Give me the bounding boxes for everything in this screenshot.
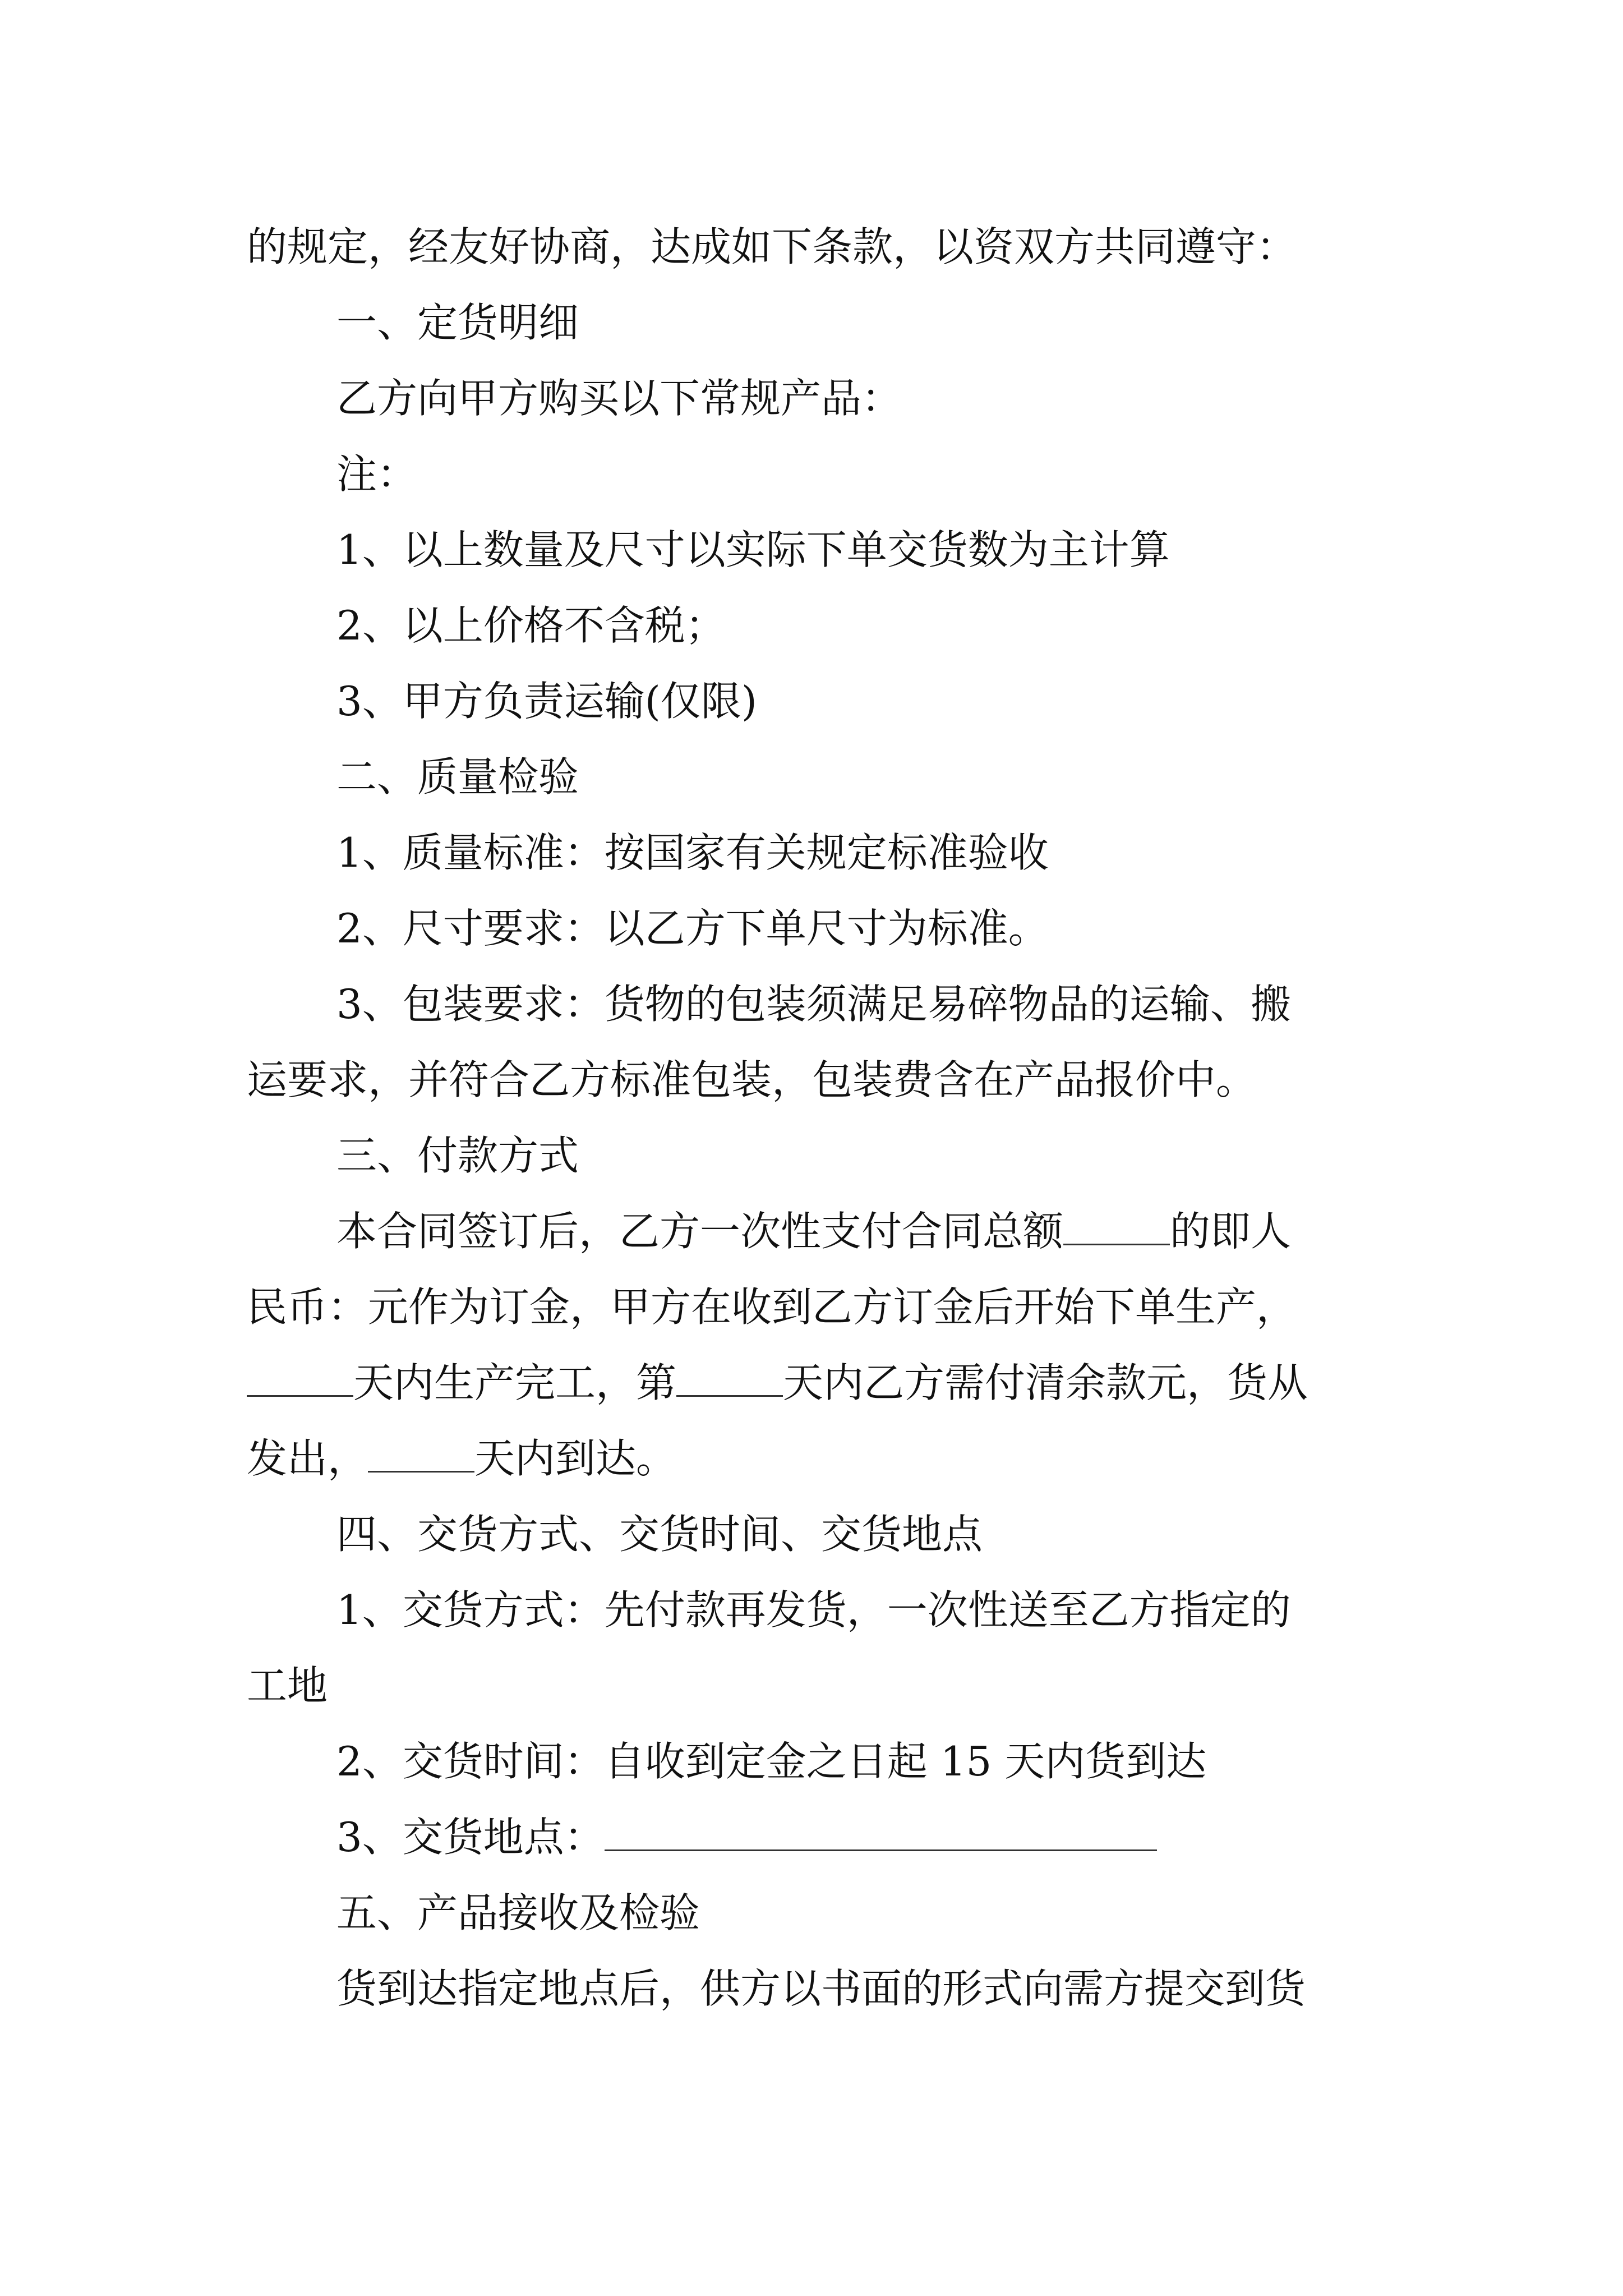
text-span: 1、以上数量及尺寸以实际下单交货数为主计算: [336, 526, 1170, 573]
text-span: 3、包装要求：货物的包装须满足易碎物品的运输、搬: [336, 981, 1291, 1028]
text-span: 2、尺寸要求：以乙方下单尺寸为标准。: [336, 905, 1049, 952]
text-line: [336, 1203, 1291, 1259]
text-span: 三、付款方式: [336, 1132, 579, 1179]
section-heading: [336, 295, 579, 351]
text-span: 1、质量标准：按国家有关规定标准验收: [336, 829, 1049, 876]
section-heading: [336, 1128, 579, 1184]
text-line: [336, 597, 726, 654]
text-line: [336, 976, 1291, 1032]
text-span: 的即人: [1170, 1208, 1292, 1255]
text-span: 的规定，经友好协商，达成如下条款，以资双方共同遵守：: [247, 223, 1297, 270]
section-heading: [336, 1885, 700, 1941]
text-span: 3、甲方负责运输(仅限): [336, 678, 757, 725]
text-line: [336, 1582, 1291, 1638]
text-line: [247, 1658, 328, 1714]
text-line: [247, 219, 1297, 275]
fill-in-blank: [247, 1356, 353, 1397]
text-line: [247, 1279, 1297, 1335]
text-span: 二、质量检验: [336, 753, 579, 800]
fill-in-blank: [1063, 1204, 1170, 1245]
text-line: [336, 900, 1049, 956]
text-span: 五、产品接收及检验: [336, 1889, 700, 1936]
text-span: 天内乙方需付清余款元，货从: [783, 1359, 1308, 1406]
section-heading: [336, 1506, 983, 1562]
text-line: [336, 370, 902, 426]
text-line: [247, 1355, 1308, 1411]
text-span: 工地: [247, 1662, 328, 1709]
text-span: 天内生产完工，第: [353, 1359, 677, 1406]
text-span: 2、交货时间：自收到定金之日起 15 天内货到达: [336, 1738, 1207, 1785]
text-line: [336, 1809, 1157, 1865]
text-span: 天内到达。: [474, 1435, 677, 1482]
text-line: [336, 673, 757, 729]
text-span: 货到达指定地点后，供方以书面的形式向需方提交到货: [336, 1965, 1306, 2012]
text-line: [336, 522, 1170, 578]
text-span: 3、交货地点：: [336, 1814, 605, 1861]
fill-in-blank: [605, 1810, 1157, 1851]
text-span: 1、交货方式：先付款再发货，一次性送至乙方指定的: [336, 1586, 1291, 1634]
text-span: 2、以上价格不含税；: [336, 602, 726, 649]
section-heading: [336, 749, 579, 805]
text-span: 乙方向甲方购买以下常规产品：: [336, 375, 902, 422]
text-span: 民币：元作为订金，甲方在收到乙方订金后开始下单生产，: [247, 1283, 1297, 1331]
text-line: [247, 1052, 1256, 1108]
text-line: [247, 1430, 676, 1487]
text-span: 本合同签订后，乙方一次性支付合同总额: [336, 1208, 1064, 1255]
text-span: 运要求，并符合乙方标准包装，包装费含在产品报价中。: [247, 1056, 1257, 1103]
text-line: [336, 1961, 1306, 2017]
text-span: 注：: [336, 450, 418, 498]
text-line: [336, 825, 1049, 881]
text-span: 一、定货明细: [336, 299, 579, 346]
text-line: [336, 1733, 1206, 1789]
fill-in-blank: [676, 1356, 783, 1397]
text-span: 四、交货方式、交货时间、交货地点: [336, 1511, 983, 1558]
fill-in-blank: [368, 1432, 474, 1473]
text-span: 发出，: [247, 1435, 368, 1482]
text-line: [336, 446, 417, 502]
